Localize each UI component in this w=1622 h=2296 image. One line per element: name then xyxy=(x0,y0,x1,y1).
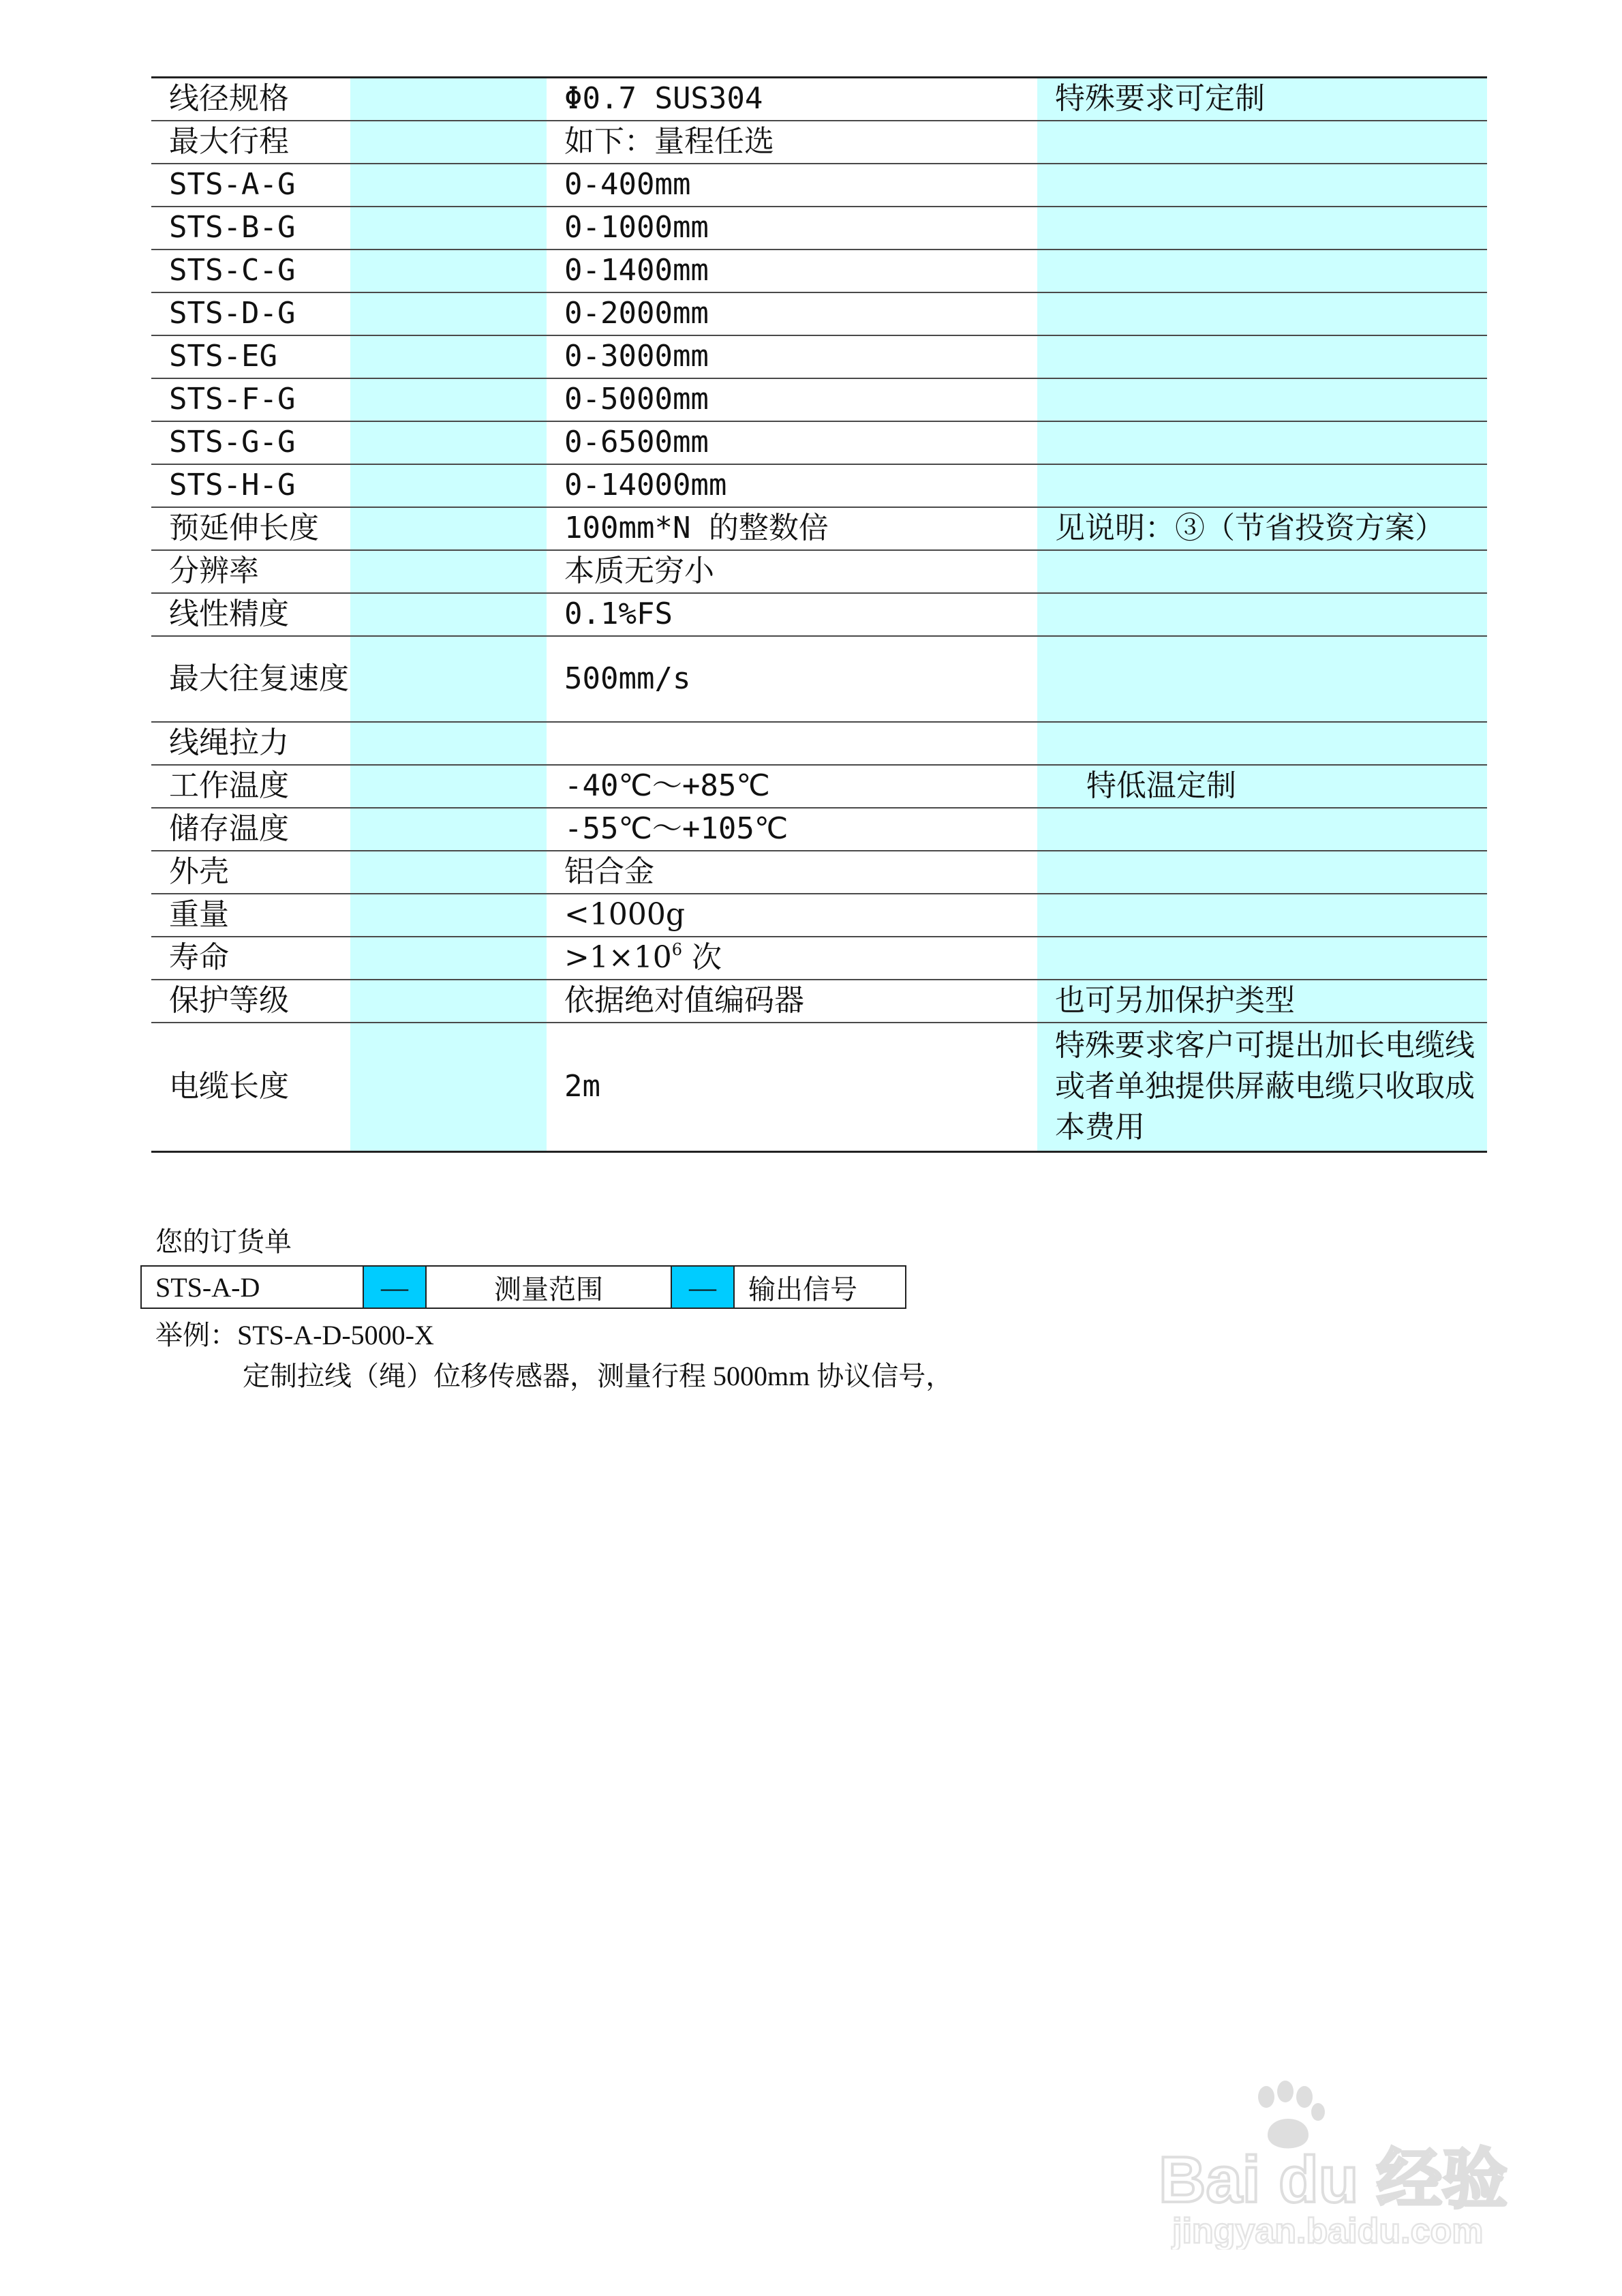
order-form xyxy=(140,1265,906,1309)
spec-value: Φ0.7 SUS304 xyxy=(547,78,1037,121)
spec-label: 保护等级 xyxy=(151,980,350,1023)
spec-value: 铝合金 xyxy=(547,851,1037,894)
order-example: 举例：STS-A-D-5000-X xyxy=(155,1320,434,1350)
paw-icon xyxy=(1258,2081,1325,2149)
spec-note xyxy=(1037,164,1487,207)
spec-spacer xyxy=(350,636,547,722)
spec-value xyxy=(547,722,1037,765)
spec-row xyxy=(151,851,1487,894)
spec-label: 线性精度 xyxy=(151,593,350,636)
spec-row xyxy=(151,464,1487,507)
spec-value: 0-6500mm xyxy=(547,421,1037,464)
lifetime-unit: 次 xyxy=(682,940,722,975)
spec-label: 工作温度 xyxy=(151,765,350,808)
spec-note: 也可另加保护类型 xyxy=(1037,980,1487,1023)
spec-row xyxy=(151,636,1487,722)
spec-note xyxy=(1037,894,1487,937)
spec-row xyxy=(151,121,1487,164)
spec-spacer xyxy=(350,980,547,1023)
spec-note xyxy=(1037,464,1487,507)
spec-note xyxy=(1037,636,1487,722)
spec-spacer xyxy=(350,722,547,765)
spec-label: STS-C-G xyxy=(151,250,350,292)
baidu-jingyan-watermark xyxy=(1152,2072,1533,2250)
spec-label: 最大往复速度 xyxy=(151,636,350,722)
spec-value: 0-1400mm xyxy=(547,250,1037,292)
spec-value: 0-3000mm xyxy=(547,335,1037,378)
spec-spacer xyxy=(350,421,547,464)
spec-spacer xyxy=(350,78,547,121)
spec-spacer xyxy=(350,121,547,164)
spec-spacer xyxy=(350,894,547,937)
spec-value: 依据绝对值编码器 xyxy=(547,980,1037,1023)
order-row xyxy=(141,1266,906,1308)
spec-value: 0-1000mm xyxy=(547,207,1037,250)
spec-row xyxy=(151,78,1487,121)
spec-row xyxy=(151,550,1487,593)
spec-spacer xyxy=(350,765,547,808)
spec-label: 重量 xyxy=(151,894,350,937)
spec-spacer xyxy=(350,335,547,378)
spec-spacer xyxy=(350,937,547,980)
spec-value xyxy=(547,937,1037,980)
order-dash: — xyxy=(671,1266,734,1308)
spec-label: 分辨率 xyxy=(151,550,350,593)
spec-note xyxy=(1037,550,1487,593)
spec-label: 线径规格 xyxy=(151,78,350,121)
spec-note xyxy=(1037,121,1487,164)
watermark-brand: Bai du 经验 xyxy=(1159,2143,1508,2216)
spec-row xyxy=(151,722,1487,765)
spec-value: 0-400mm xyxy=(547,164,1037,207)
spec-label: STS-EG xyxy=(151,335,350,378)
spec-spacer xyxy=(350,250,547,292)
spec-value: 0.1%FS xyxy=(547,593,1037,636)
spec-spacer xyxy=(350,1023,547,1152)
spec-note: 见说明：③（节省投资方案） xyxy=(1037,507,1487,550)
spec-spacer xyxy=(350,164,547,207)
spec-note: 特殊要求客户可提出加长电缆线或者单独提供屏蔽电缆只收取成本费用 xyxy=(1037,1023,1487,1152)
spec-spacer xyxy=(350,507,547,550)
spec-note xyxy=(1037,851,1487,894)
spec-note xyxy=(1037,292,1487,335)
order-code: STS-A-D xyxy=(141,1266,363,1308)
spec-table xyxy=(151,76,1487,1153)
order-title: 您的订货单 xyxy=(155,1226,292,1258)
spec-note xyxy=(1037,250,1487,292)
spec-row xyxy=(151,808,1487,851)
spec-label: 寿命 xyxy=(151,937,350,980)
spec-row xyxy=(151,1023,1487,1152)
spec-note xyxy=(1037,378,1487,421)
spec-label: STS-D-G xyxy=(151,292,350,335)
spec-label: STS-H-G xyxy=(151,464,350,507)
order-dash: — xyxy=(363,1266,426,1308)
spec-value: 0-14000mm xyxy=(547,464,1037,507)
spec-label: 线绳拉力 xyxy=(151,722,350,765)
spec-row xyxy=(151,378,1487,421)
spec-label: STS-A-G xyxy=(151,164,350,207)
spec-value: 本质无穷小 xyxy=(547,550,1037,593)
spec-row xyxy=(151,207,1487,250)
spec-row xyxy=(151,593,1487,636)
spec-spacer xyxy=(350,550,547,593)
spec-label: 外壳 xyxy=(151,851,350,894)
order-example-description: 定制拉线（绳）位移传感器，测量行程 5000mm 协议信号， xyxy=(243,1361,953,1391)
spec-value: 100mm*N 的整数倍 xyxy=(547,507,1037,550)
spec-note xyxy=(1037,335,1487,378)
spec-label: STS-F-G xyxy=(151,378,350,421)
spec-spacer xyxy=(350,207,547,250)
spec-label: 最大行程 xyxy=(151,121,350,164)
spec-spacer xyxy=(350,593,547,636)
watermark-url: jingyan.baidu.com xyxy=(1172,2211,1484,2250)
spec-row xyxy=(151,980,1487,1023)
spec-value: 500mm/s xyxy=(547,636,1037,722)
spec-spacer xyxy=(350,464,547,507)
spec-row xyxy=(151,507,1487,550)
spec-label: STS-G-G xyxy=(151,421,350,464)
spec-value: -40℃～+85℃ xyxy=(547,765,1037,808)
spec-label: 电缆长度 xyxy=(151,1023,350,1152)
spec-value: <1000g xyxy=(547,894,1037,937)
spec-row xyxy=(151,250,1487,292)
spec-spacer xyxy=(350,292,547,335)
spec-label: STS-B-G xyxy=(151,207,350,250)
spec-label: 储存温度 xyxy=(151,808,350,851)
spec-note: 特殊要求可定制 xyxy=(1037,78,1487,121)
lifetime-base: >1×10 xyxy=(564,940,672,975)
spec-spacer xyxy=(350,808,547,851)
spec-value: 0-5000mm xyxy=(547,378,1037,421)
spec-value: 0-2000mm xyxy=(547,292,1037,335)
spec-row xyxy=(151,937,1487,980)
spec-value: 2m xyxy=(547,1023,1037,1152)
order-output-field: 输出信号 xyxy=(734,1266,906,1308)
order-range-field: 测量范围 xyxy=(426,1266,671,1308)
spec-spacer xyxy=(350,851,547,894)
spec-spacer xyxy=(350,378,547,421)
spec-label: 预延伸长度 xyxy=(151,507,350,550)
spec-value: 如下：量程任选 xyxy=(547,121,1037,164)
spec-row xyxy=(151,292,1487,335)
spec-note xyxy=(1037,421,1487,464)
spec-note xyxy=(1037,937,1487,980)
spec-row xyxy=(151,335,1487,378)
spec-row xyxy=(151,894,1487,937)
lifetime-exponent: 6 xyxy=(671,940,682,959)
spec-note xyxy=(1037,593,1487,636)
spec-value: -55℃～+105℃ xyxy=(547,808,1037,851)
spec-note xyxy=(1037,722,1487,765)
spec-note xyxy=(1037,207,1487,250)
spec-row xyxy=(151,421,1487,464)
spec-row xyxy=(151,164,1487,207)
spec-row xyxy=(151,765,1487,808)
spec-note xyxy=(1037,808,1487,851)
spec-note: 特低温定制 xyxy=(1037,765,1487,808)
